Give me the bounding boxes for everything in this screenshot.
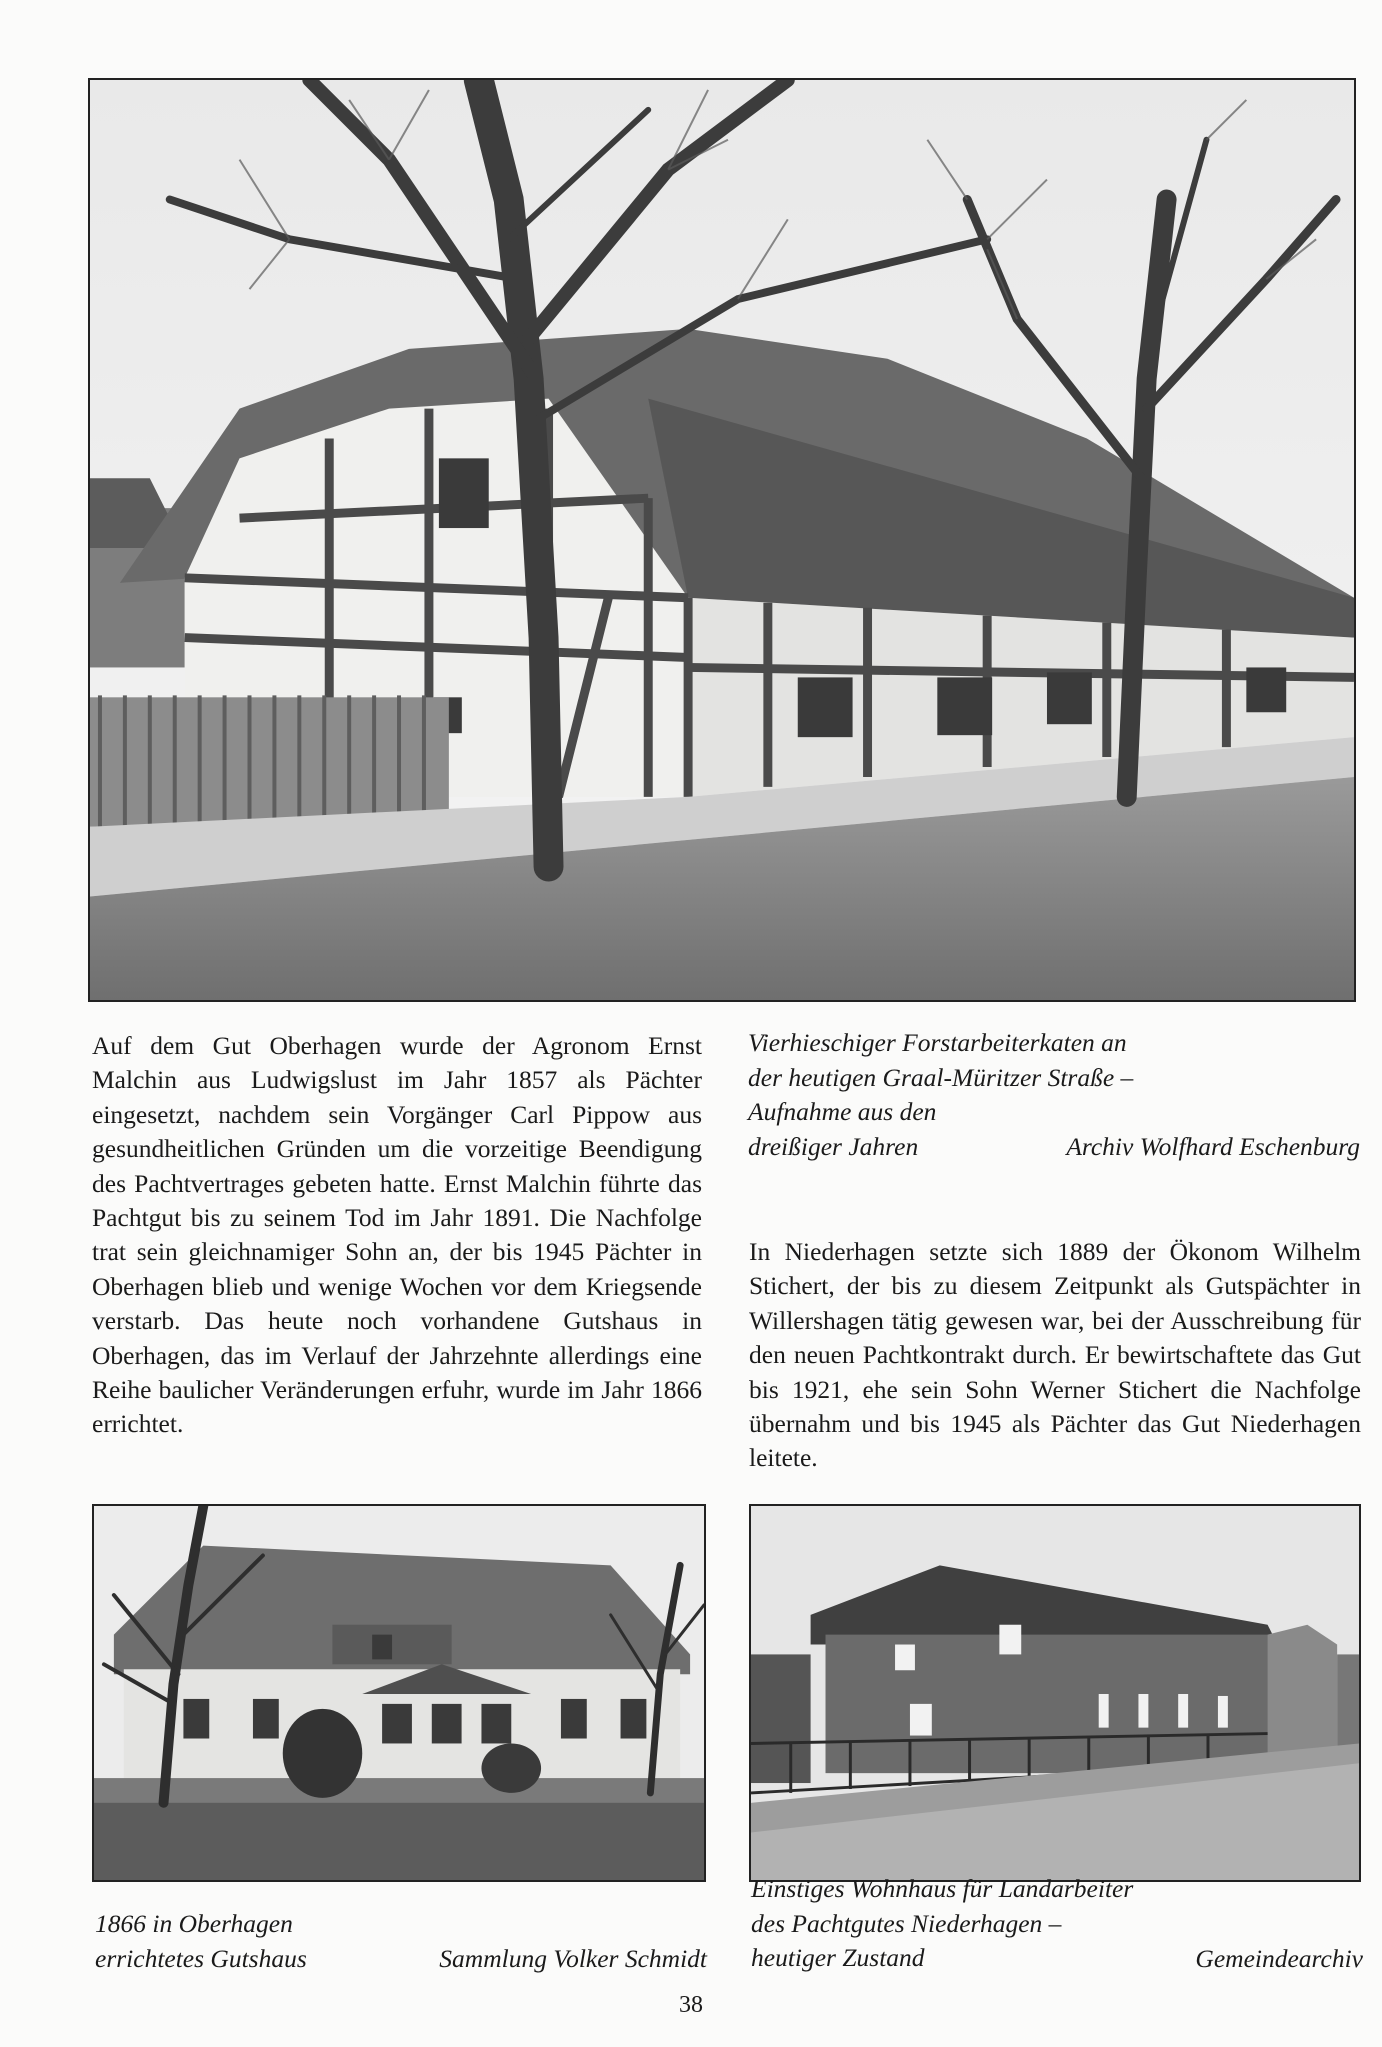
photo-half-timbered-cottage (88, 78, 1356, 1002)
photo-credit: Gemeindearchiv (1195, 1943, 1363, 1973)
cottage-photo-drawing (90, 80, 1354, 1000)
photo-credit: Archiv Wolfhard Eschenburg (1066, 1131, 1360, 1161)
photo-manor-house (92, 1504, 706, 1882)
body-text-oberhagen: Auf dem Gut Oberhagen wurde der Agronom Ernst Malchin aus Ludwigslust im Jahr 1857 als Pächter eingesetzt, nachdem sein Vorgänger Carl Pippow aus gesundheitlichen Gründen um die vorzeitige Beendigung des Pachtvertrages gebeten hatte. Ernst Malchin führte das Pachtgut bis zu seinem Tod im Jahr 1891. Die Nachfolge trat sein gleichnamiger Sohn an, der bis 1945 Pächter in Oberhagen blieb und wenige Wochen vor dem Kriegsende verstarb. Das heute noch vorhandene Gutshaus in Oberhagen, das im Verlauf der Jahrzehnte allerdings eine Reihe baulicher Veränderungen erfuhr, wurde im Jahr 1866 errichtet. (92, 1031, 702, 1439)
caption-line: des Pachtgutes Niederhagen – (751, 1908, 1062, 1938)
page-number: 38 (679, 1992, 703, 2018)
photo-credit: Sammlung Volker Schmidt (439, 1943, 707, 1973)
caption-line: 1866 in Oberhagen (95, 1909, 293, 1938)
photo-workers-house (749, 1504, 1361, 1882)
caption-manor-photo (95, 1907, 707, 1976)
caption-line: dreißiger Jahren (748, 1131, 919, 1161)
caption-line: der heutigen Graal-Müritzer Straße – (748, 1062, 1134, 1092)
caption-line: errichtetes Gutshaus (95, 1943, 307, 1973)
caption-line: heutiger Zustand (751, 1943, 925, 1972)
caption-workers-house-photo (751, 1872, 1363, 1976)
body-text-niederhagen: In Niederhagen setzte sich 1889 der Ökonom Wilhelm Stichert, der bis zu diesem Zeitpunkt als Gutspächter in Willershagen tätig gewesen war, bei der Ausschreibung für den neuen Pachtkontrakt durch. Er bewirtschaftete das Gut bis 1921, ehe sein Sohn Werner Stichert die Nachfolge übernahm und bis 1945 als Pächter das Gut Niederhagen leitete. (749, 1237, 1361, 1473)
caption-line: Vierhieschiger Forstarbeiterkaten an (748, 1028, 1127, 1057)
manor-photo-drawing (94, 1506, 704, 1880)
caption-line: Einstiges Wohnhaus für Landarbeiter (751, 1874, 1134, 1903)
workers-house-photo-drawing (751, 1506, 1359, 1880)
caption-top-photo (748, 1026, 1360, 1164)
caption-line: Aufnahme aus den (748, 1097, 937, 1126)
